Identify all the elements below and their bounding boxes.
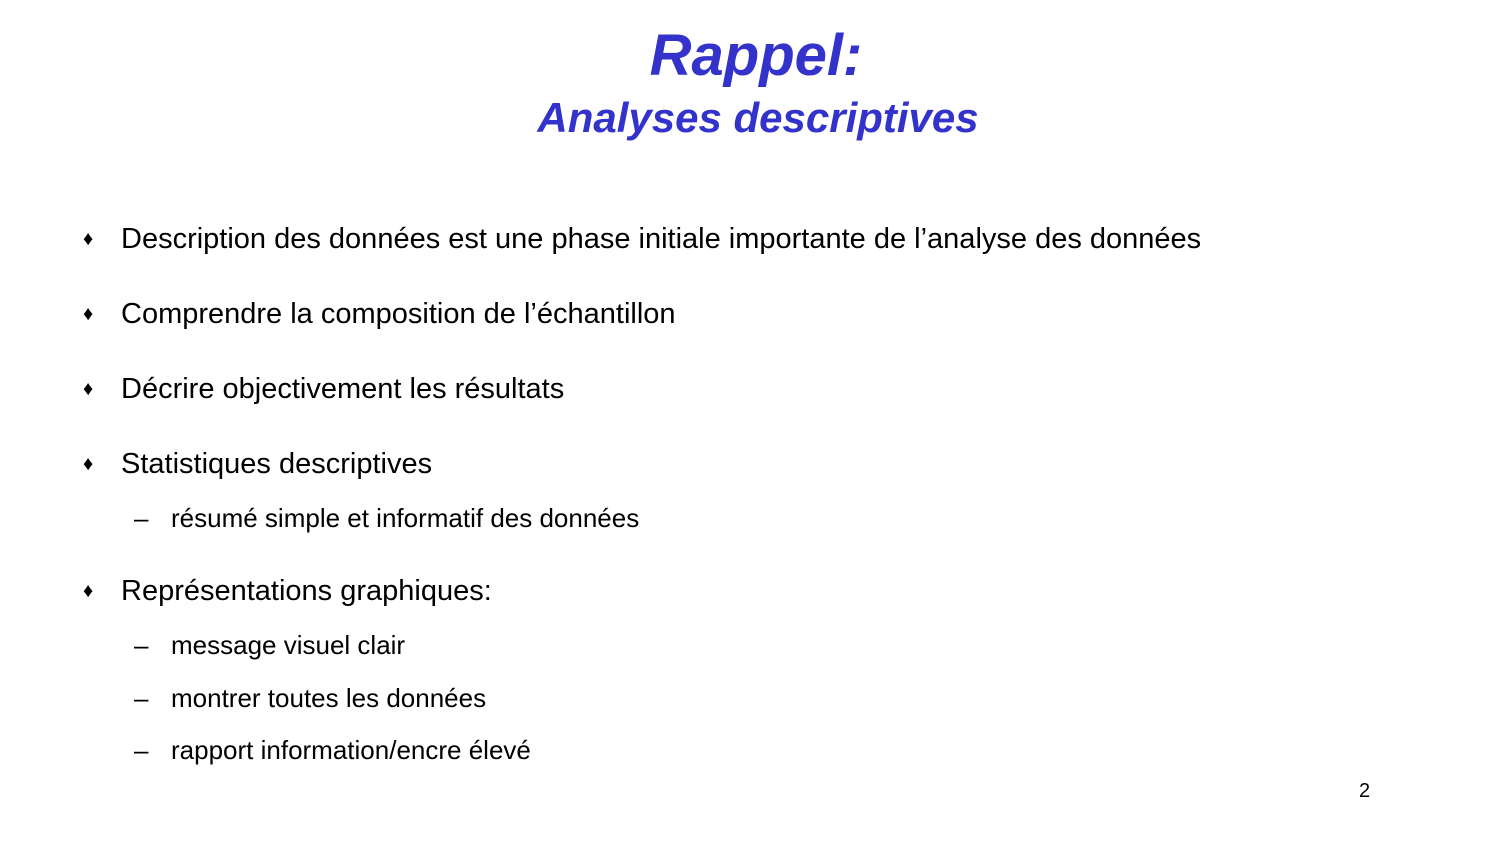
bullet-text: Description des données est une phase initiale importante de l’analyse des données <box>121 223 1202 255</box>
dash-bullet-icon: – <box>134 735 149 765</box>
diamond-bullet-icon: ♦ <box>83 580 94 602</box>
slide-subtitle: Analyses descriptives <box>537 94 979 141</box>
diamond-bullet-icon: ♦ <box>83 453 94 475</box>
sub-bullet-text: montrer toutes les données <box>171 683 487 713</box>
bullet-text: Décrire objectivement les résultats <box>121 373 565 405</box>
diamond-bullet-icon: ♦ <box>83 228 94 250</box>
bullet-text: Comprendre la composition de l’échantillon <box>121 298 676 330</box>
diamond-bullet-icon: ♦ <box>83 303 94 325</box>
dash-bullet-icon: – <box>134 630 149 660</box>
dash-bullet-icon: – <box>134 503 149 533</box>
sub-bullet-text: résumé simple et informatif des données <box>171 503 640 533</box>
sub-bullet-text: message visuel clair <box>171 630 406 660</box>
dash-bullet-icon: – <box>134 683 149 713</box>
diamond-bullet-icon: ♦ <box>83 378 94 400</box>
bullet-text: Représentations graphiques: <box>121 575 492 607</box>
slide-title: Rappel: <box>649 23 863 88</box>
bullet-text: Statistiques descriptives <box>121 448 433 480</box>
sub-bullet-text: rapport information/encre élevé <box>171 735 531 765</box>
page-number: 2 <box>1359 780 1371 802</box>
